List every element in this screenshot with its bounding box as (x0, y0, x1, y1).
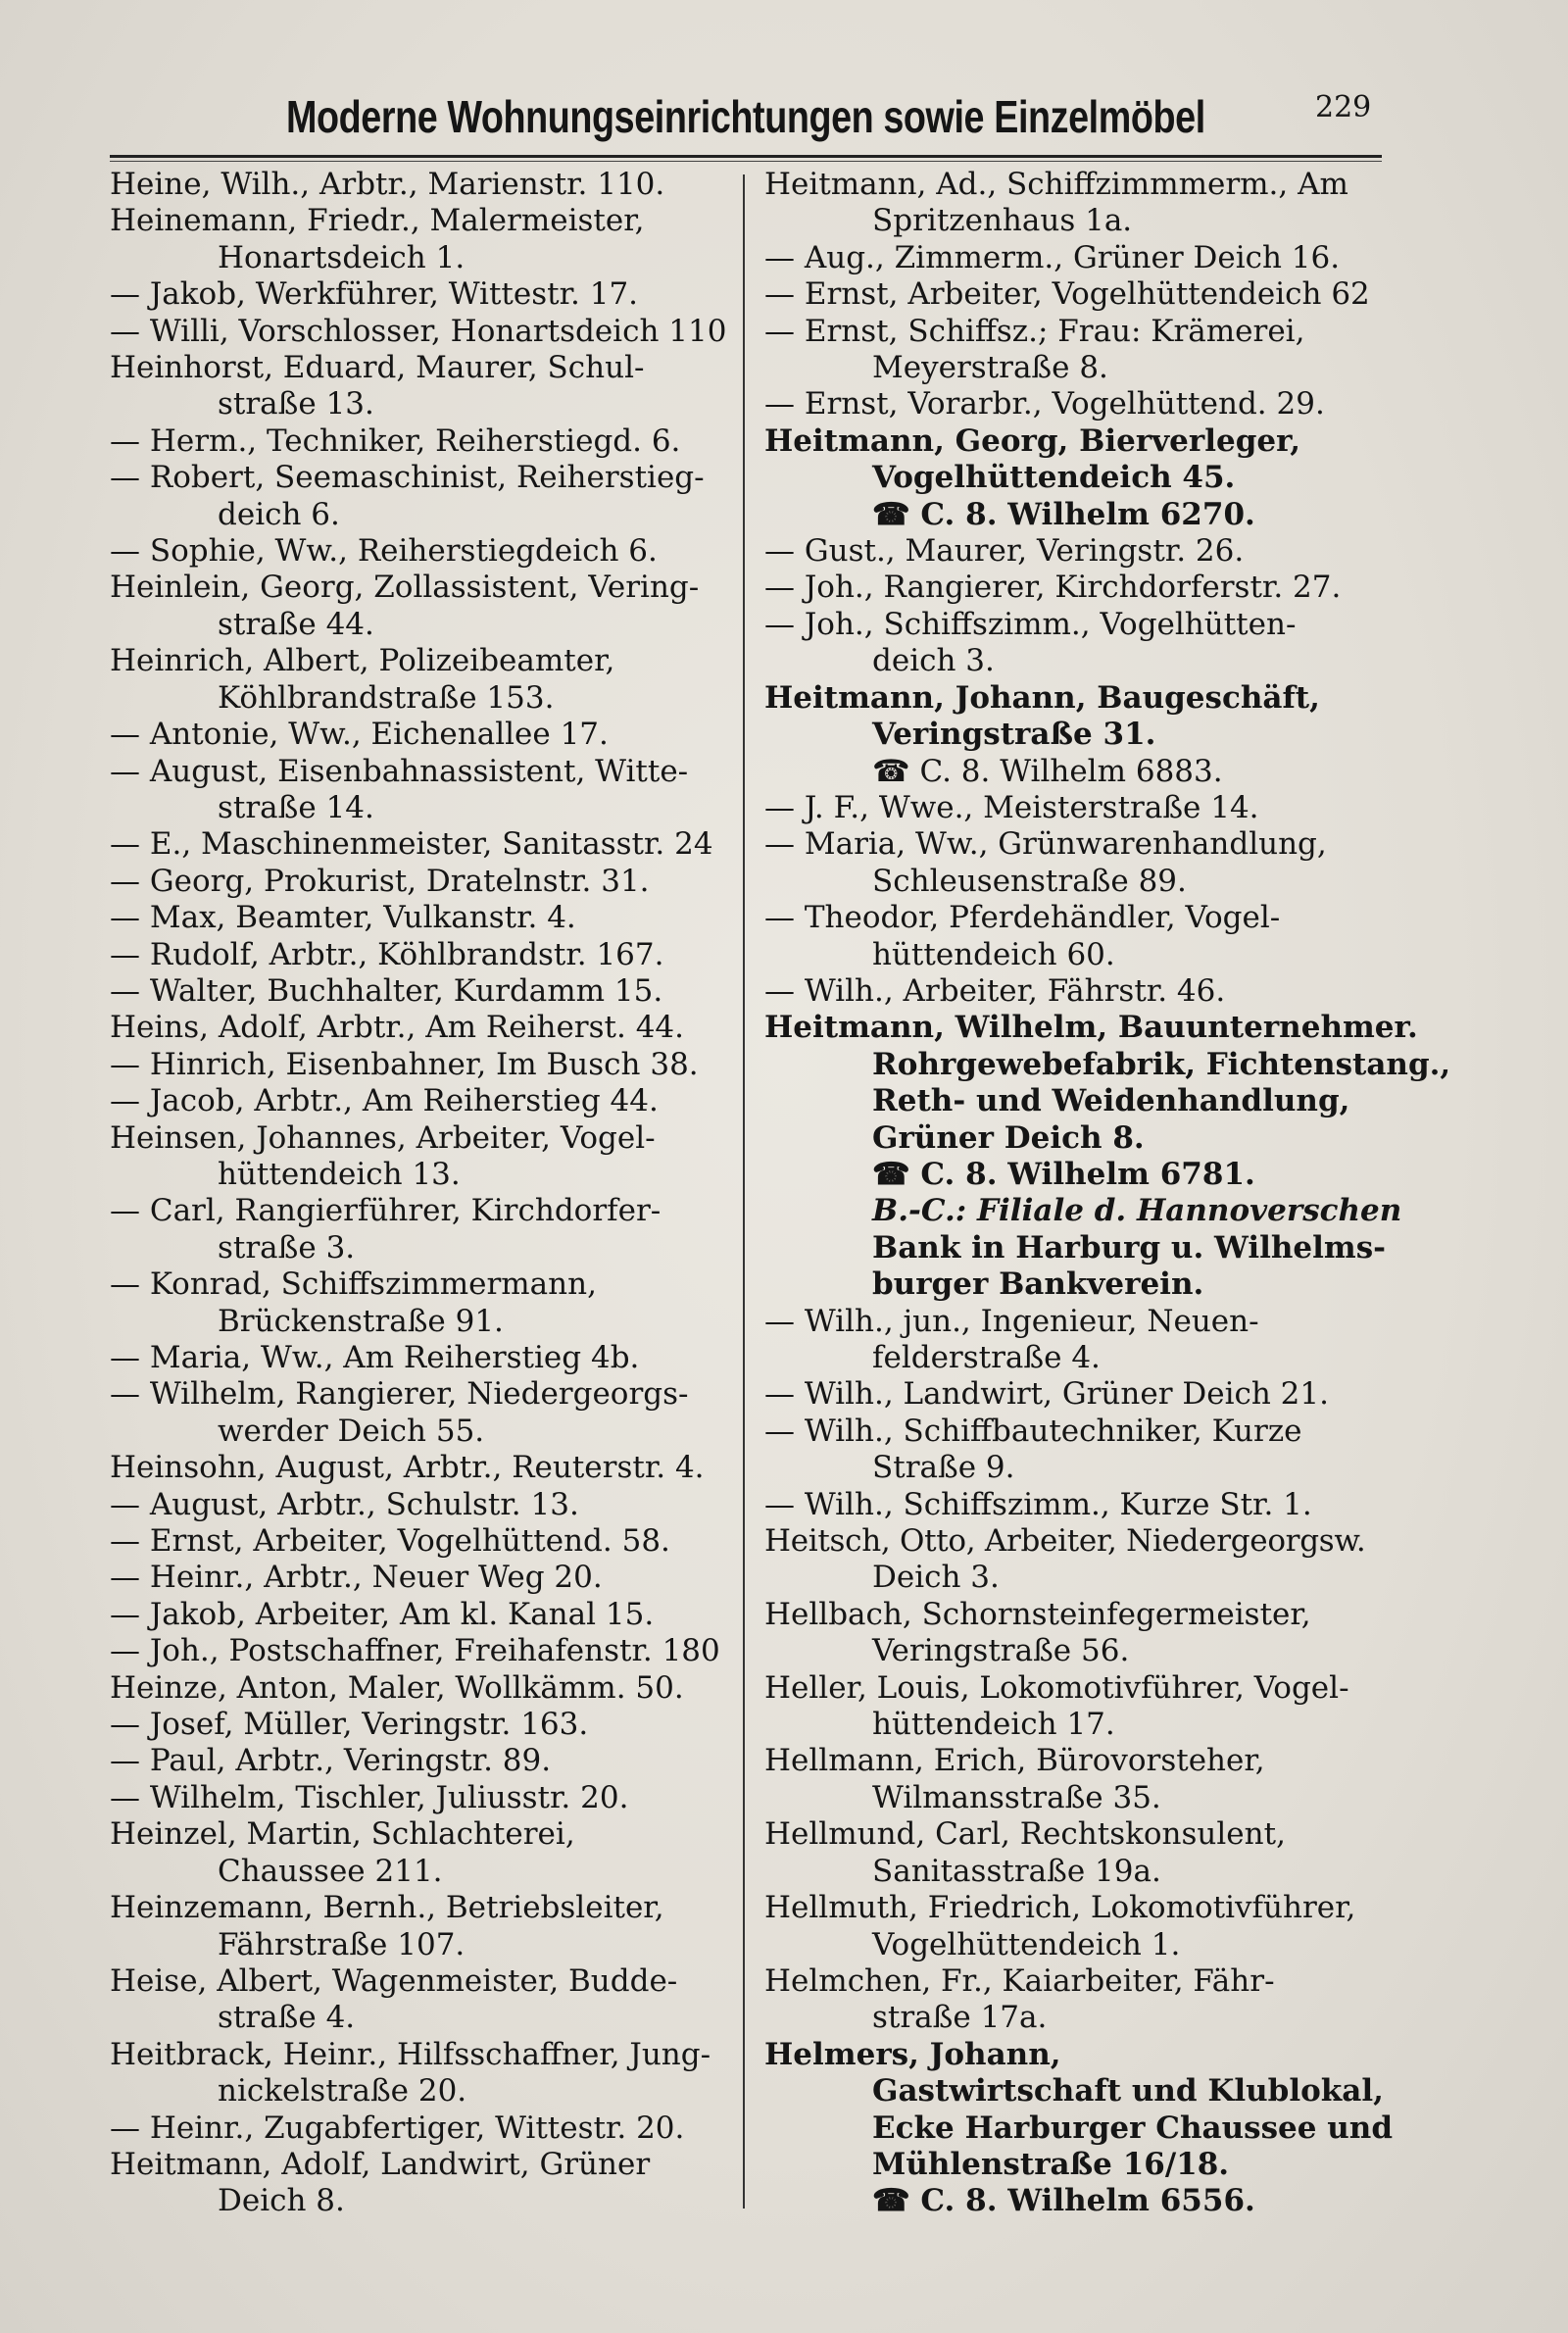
entry-line: Wilmansstraße 35. (872, 1779, 1161, 1815)
entry-line: — Maria, Ww., Am Reiherstieg 4b. (110, 1340, 640, 1375)
entry-line: — Heinr., Arbtr., Neuer Weg 20. (110, 1560, 603, 1596)
entry-line-bold: Gastwirtschaft und Klublokal, (872, 2073, 1384, 2110)
entry-line: — Wilh., Schiffbautechniker, Kurze (764, 1413, 1302, 1449)
entry-line: Heins, Adolf, Arbtr., Am Reiherst. 44. (110, 1010, 684, 1046)
entry-line: Hellmann, Erich, Bürovorsteher, (764, 1743, 1265, 1779)
entry-line-bold: Reth- und Weidenhandlung, (872, 1083, 1350, 1119)
entry-line: Hellmuth, Friedrich, Lokomotivführer, (764, 1890, 1356, 1926)
entry-line-bold: Heitmann, Johann, Baugeschäft, (764, 679, 1320, 716)
entry-line: — Herm., Techniker, Reiherstiegd. 6. (110, 422, 681, 459)
entry-line: — Maria, Ww., Grünwarenhandlung, (764, 826, 1327, 863)
right-column (764, 167, 1451, 2220)
entry-line: — Joh., Schiffszimm., Vogelhütten- (764, 606, 1297, 642)
phone-line: ☎ C. 8. Wilhelm 6781. (872, 1156, 1255, 1192)
entry-line: — Joh., Postschaffner, Freihafenstr. 180 (110, 1633, 720, 1669)
entry-line: Köhlbrandstraße 153. (218, 679, 555, 716)
entry-line: — Gust., Maurer, Veringstr. 26. (764, 533, 1245, 570)
entry-line: — Rudolf, Arbtr., Köhlbrandstr. 167. (110, 936, 664, 972)
entry-line: Heinzel, Martin, Schlachterei, (110, 1816, 575, 1853)
phone-line: ☎ C. 8. Wilhelm 6270. (872, 496, 1255, 532)
entry-line: straße 3. (218, 1229, 356, 1266)
entry-line: — Josef, Müller, Veringstr. 163. (110, 1707, 589, 1743)
entry-line: deich 3. (872, 643, 995, 679)
entry-line: — Wilhelm, Tischler, Juliusstr. 20. (110, 1779, 629, 1815)
entry-line: Heitsch, Otto, Arbeiter, Niedergeorgsw. (764, 1523, 1366, 1560)
entry-line: — Heinr., Zugabfertiger, Wittestr. 20. (110, 2110, 685, 2146)
entry-line: — Ernst, Arbeiter, Vogelhüttend. 58. (110, 1523, 670, 1560)
entry-line: — Wilh., Arbeiter, Fährstr. 46. (764, 972, 1226, 1009)
entry-line: — Robert, Seemaschinist, Reiherstieg- (110, 460, 705, 496)
entry-line: Heinsen, Johannes, Arbeiter, Vogel- (110, 1119, 656, 1156)
entry-line-bold: Heitmann, Georg, Bierverleger, (764, 422, 1300, 459)
entry-line: — Georg, Prokurist, Dratelnstr. 31. (110, 863, 650, 899)
entry-line: — Konrad, Schiffszimmermann, (110, 1266, 597, 1303)
entry-line: Heinemann, Friedr., Malermeister, (110, 203, 645, 239)
entry-line: Heinsohn, August, Arbtr., Reuterstr. 4. (110, 1450, 705, 1486)
entry-line: — Ernst, Arbeiter, Vogelhüttendeich 62 (764, 276, 1370, 313)
entry-line: Hellmund, Carl, Rechtskonsulent, (764, 1816, 1286, 1853)
phone-line: ☎ C. 8. Wilhelm 6556. (872, 2183, 1255, 2219)
entry-line: — Wilh., Schiffszimm., Kurze Str. 1. (764, 1486, 1312, 1522)
entry-line: Hellbach, Schornsteinfegermeister, (764, 1596, 1311, 1632)
entry-line: — August, Eisenbahnassistent, Witte- (110, 753, 689, 789)
entry-line: — Carl, Rangierführer, Kirchdorfer- (110, 1193, 662, 1229)
entry-line: — Sophie, Ww., Reiherstiegdeich 6. (110, 533, 658, 570)
entry-line: — Wilh., jun., Ingenieur, Neuen- (764, 1303, 1259, 1339)
entry-line-bold: Helmers, Johann, (764, 2036, 1061, 2072)
entry-line: — Jakob, Werkführer, Wittestr. 17. (110, 276, 639, 313)
page-number: 229 (1315, 90, 1372, 124)
header-rule (110, 155, 1382, 158)
entry-line-bold: Mühlenstraße 16/18. (872, 2146, 1230, 2182)
left-column (110, 167, 747, 2220)
entry-line: Helmchen, Fr., Kaiarbeiter, Fähr- (764, 1962, 1275, 1999)
entry-line: Deich 3. (872, 1560, 1000, 1596)
entry-line: Brückenstraße 91. (218, 1303, 504, 1339)
entry-line: — Hinrich, Eisenbahner, Im Busch 38. (110, 1046, 699, 1082)
entry-line: Heinrich, Albert, Polizeibeamter, (110, 643, 615, 679)
entry-line: — Max, Beamter, Vulkanstr. 4. (110, 900, 576, 936)
entry-line: — Ernst, Vorarbr., Vogelhüttend. 29. (764, 386, 1325, 422)
entry-line: Schleusenstraße 89. (872, 863, 1187, 899)
entry-line: Meyerstraße 8. (872, 350, 1108, 386)
entry-line: — Joh., Rangierer, Kirchdorferstr. 27. (764, 570, 1342, 606)
entry-line: — Ernst, Schiffsz.; Frau: Krämerei, (764, 313, 1305, 349)
entry-line: Chaussee 211. (218, 1853, 443, 1889)
entry-line: — Theodor, Pferdehändler, Vogel- (764, 900, 1281, 936)
entry-line: Sanitasstraße 19a. (872, 1853, 1161, 1889)
entry-line: — Aug., Zimmerm., Grüner Deich 16. (764, 239, 1341, 275)
entry-line: — Walter, Buchhalter, Kurdamm 15. (110, 972, 663, 1009)
entry-line: straße 4. (218, 2000, 356, 2036)
entry-line: Heinlein, Georg, Zollassistent, Vering- (110, 570, 700, 606)
bank-line: burger Bankverein. (872, 1266, 1204, 1303)
entry-line: — Jacob, Arbtr., Am Reiherstieg 44. (110, 1083, 659, 1119)
entry-line: nickelstraße 20. (218, 2073, 467, 2110)
entry-line: Veringstraße 56. (872, 1633, 1130, 1669)
entry-line: — E., Maschinenmeister, Sanitasstr. 24 (110, 826, 713, 863)
entry-line: — Antonie, Ww., Eichenallee 17. (110, 717, 609, 753)
entry-line: straße 17a. (872, 2000, 1048, 2036)
entry-line: deich 6. (218, 496, 340, 532)
entry-line: hüttendeich 60. (872, 936, 1115, 972)
entry-line-bold: Heitmann, Wilhelm, Bauunternehmer. (764, 1010, 1418, 1046)
bank-line: Bank in Harburg u. Wilhelms- (872, 1229, 1387, 1266)
entry-line: Straße 9. (872, 1450, 1015, 1486)
phone-line: ☎ C. 8. Wilhelm 6883. (872, 753, 1223, 789)
entry-line: hüttendeich 13. (218, 1156, 461, 1192)
entry-line: straße 13. (218, 386, 374, 422)
bank-line: B.-C.: Filiale d. Hannoverschen (872, 1193, 1402, 1229)
entry-line: Heller, Louis, Lokomotivführer, Vogel- (764, 1669, 1349, 1706)
page-header (0, 86, 1568, 155)
entry-line: Heitmann, Adolf, Landwirt, Grüner (110, 2146, 651, 2182)
entry-line: — Wilh., Landwirt, Grüner Deich 21. (764, 1376, 1329, 1413)
entry-line: hüttendeich 17. (872, 1707, 1115, 1743)
entry-line-bold: Vogelhüttendeich 45. (872, 460, 1236, 496)
entry-line: Deich 8. (218, 2183, 345, 2219)
entry-line: Honartsdeich 1. (218, 239, 466, 275)
entry-line-bold: Veringstraße 31. (872, 717, 1156, 753)
entry-line: straße 14. (218, 789, 374, 825)
entry-line: Fährstraße 107. (218, 1926, 466, 1962)
entry-line: Heise, Albert, Wagenmeister, Budde- (110, 1962, 678, 1999)
entry-line: Heitbrack, Heinr., Hilfsschaffner, Jung- (110, 2036, 711, 2072)
entry-line-bold: Grüner Deich 8. (872, 1119, 1145, 1156)
entry-line: — Paul, Arbtr., Veringstr. 89. (110, 1743, 552, 1779)
entry-line: Vogelhüttendeich 1. (872, 1926, 1181, 1962)
entry-line-bold: Rohrgewebefabrik, Fichtenstang., (872, 1046, 1451, 1082)
entry-line: — Willi, Vorschlosser, Honartsdeich 110 (110, 313, 727, 349)
entry-line: felderstraße 4. (872, 1340, 1101, 1375)
entry-line: Spritzenhaus 1a. (872, 203, 1133, 239)
entry-line: straße 44. (218, 606, 374, 642)
page-title: Moderne Wohnungseinrichtungen sowie Einzelmöbel (286, 91, 1205, 142)
entry-line: Heitmann, Ad., Schiffzimmmerm., Am (764, 167, 1348, 202)
entry-line: Heinzemann, Bernh., Betriebsleiter, (110, 1890, 664, 1926)
entry-line-bold: Ecke Harburger Chaussee und (872, 2110, 1394, 2146)
entry-line: — J. F., Wwe., Meisterstraße 14. (764, 789, 1259, 825)
entry-line: Heine, Wilh., Arbtr., Marienstr. 110. (110, 167, 665, 202)
entry-line: werder Deich 55. (218, 1413, 485, 1449)
entry-line: — Wilhelm, Rangierer, Niedergeorgs- (110, 1376, 689, 1413)
entry-line: Heinhorst, Eduard, Maurer, Schul- (110, 350, 645, 386)
header-rule-thin (110, 161, 1382, 162)
entry-line: — August, Arbtr., Schulstr. 13. (110, 1486, 579, 1522)
entry-line: Heinze, Anton, Maler, Wollkämm. 50. (110, 1669, 684, 1706)
entry-line: — Jakob, Arbeiter, Am kl. Kanal 15. (110, 1596, 655, 1632)
